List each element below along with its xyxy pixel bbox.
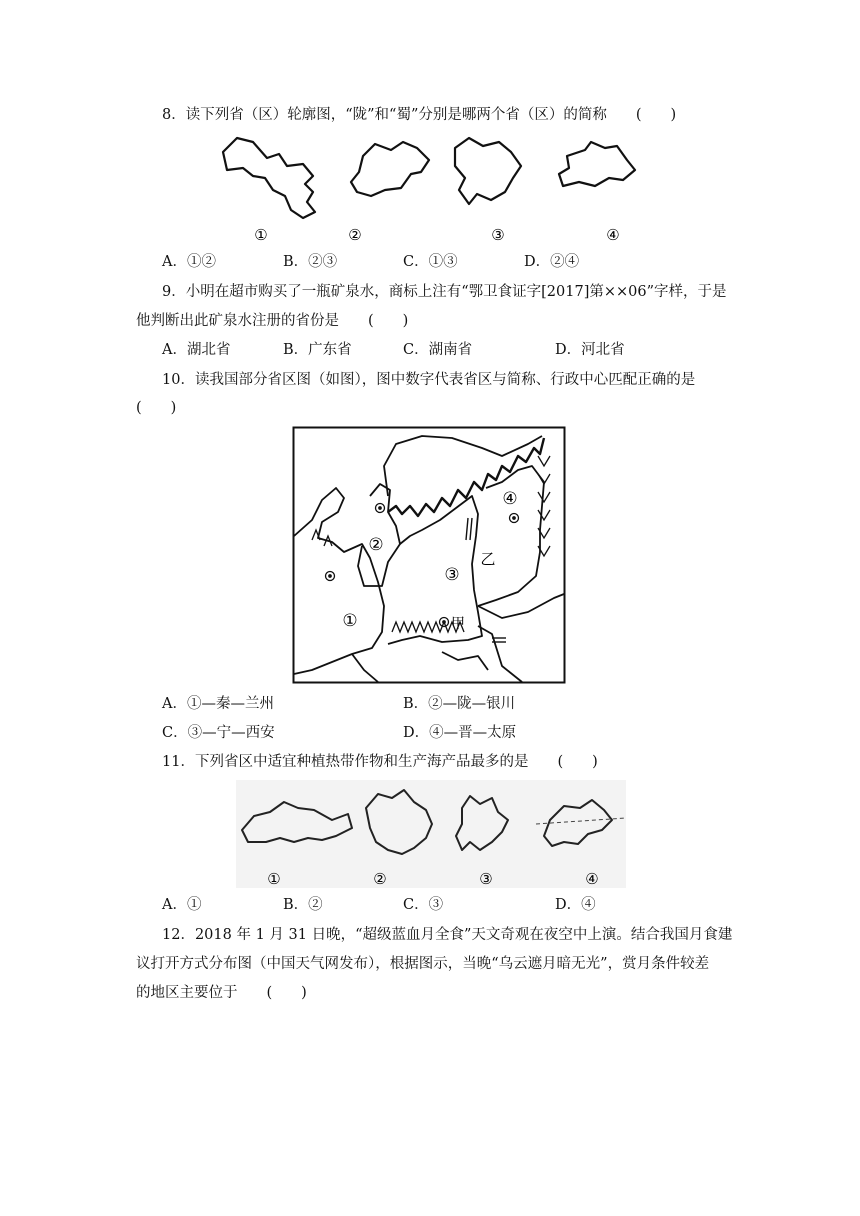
q8-stem: 8．读下列省（区）轮廓图，“陇”和“蜀”分别是哪两个省（区）的简称 ( ) [162,107,677,123]
q10-stem-line1: 10．读我国部分省区图（如图），图中数字代表省区与简称、行政中心匹配正确的是 [162,372,696,388]
q11-label-4: ④ [585,870,599,888]
q12-stem-line2: 议打开方式分布图（中国天气网发布），根据图示，当晚“乌云遮月暗无光”，赏月条件较差 [136,956,710,972]
q12-stem-line1: 12．2018 年 1 月 31 日晚，“超级蓝血月全食”天文奇观在夜空中上演。结合我国月食建 [162,927,733,943]
map-label-yi: 乙 [480,550,496,568]
map-label-3: ③ [444,565,460,585]
q12-stem-line3: 的地区主要位于 ( ) [136,985,307,1001]
q11-option-d[interactable]: D．④ [555,897,596,913]
q10-option-a[interactable]: A．①—秦—兰州 [162,696,274,712]
q11-stem: 11．下列省区中适宜种植热带作物和生产海产品最多的是 ( ) [162,754,598,770]
q11-label-3: ③ [479,870,493,888]
q11-label-1: ① [267,870,281,888]
q11-label-2: ② [373,870,387,888]
q9-option-d[interactable]: D．河北省 [555,342,625,358]
q8-option-a[interactable]: A．①② [162,254,216,270]
q9-option-c[interactable]: C．湖南省 [403,342,473,358]
q8-option-d[interactable]: D．②④ [524,254,580,270]
q8-label-3: ③ [491,226,505,244]
outline-2-icon [351,142,429,196]
q8-option-b[interactable]: B．②③ [283,254,338,270]
map-label-jia: 甲 [451,616,465,632]
q8-label-4: ④ [606,226,620,244]
q11-option-a[interactable]: A．① [162,897,202,913]
q9-stem-line1: 9．小明在超市购买了一瓶矿泉水，商标上注有“鄂卫食证字[2017]第××06”字样，于是 [162,284,727,300]
map-label-4: ④ [502,489,518,509]
q9-option-b[interactable]: B．广东省 [283,342,352,358]
q10-province-map [292,426,566,684]
q11-province-outlines [236,780,626,888]
q8-label-2: ② [348,226,362,244]
outline-3-icon [455,138,521,204]
q9-option-a[interactable]: A．湖北省 [162,342,231,358]
q11-option-b[interactable]: B．② [283,897,323,913]
map-label-2: ② [368,535,384,555]
q8-label-1: ① [254,226,268,244]
outline-4-icon [559,142,635,186]
q10-option-d[interactable]: D．④—晋—太原 [403,725,517,741]
q10-stem-line2: ( ) [136,400,177,416]
q11-option-c[interactable]: C．③ [403,897,444,913]
q8-option-c[interactable]: C．①③ [403,254,458,270]
q8-province-outlines [215,130,645,245]
q10-option-b[interactable]: B．②—陇—银川 [403,696,516,712]
outline-1-icon [223,138,315,218]
q10-option-c[interactable]: C．③—宁—西安 [162,725,275,741]
map-label-1: ① [342,611,358,631]
q9-stem-line2: 他判断出此矿泉水注册的省份是 ( ) [136,313,409,329]
